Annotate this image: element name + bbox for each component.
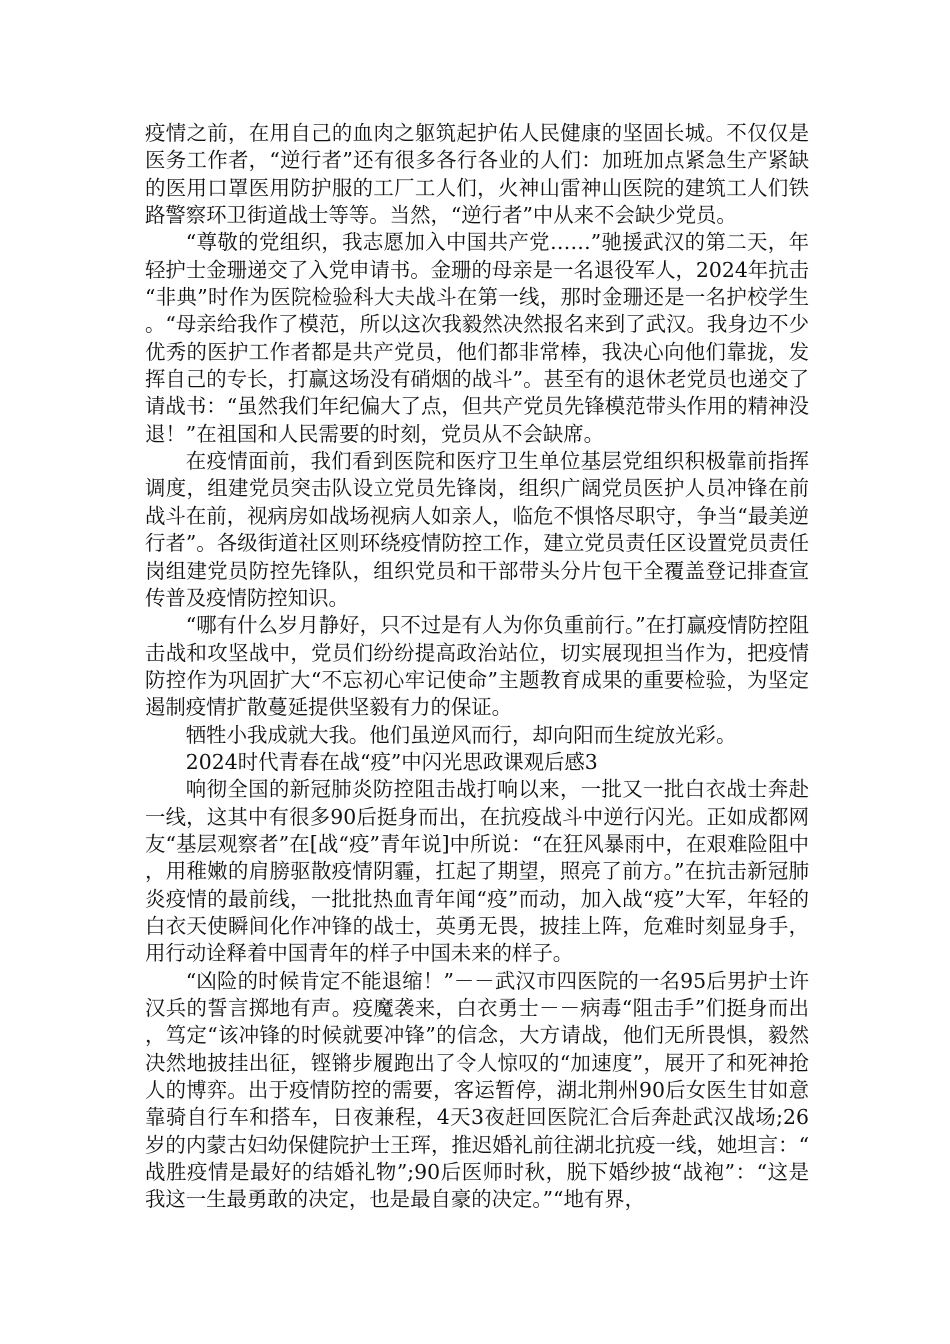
section-heading: 2024时代青春在战“疫”中闪光思政课观后感3 <box>185 749 598 774</box>
paragraph-1: 疫情之前，在用自己的血肉之躯筑起护佑人民健康的坚固长城。不仅仅是医务工作者，“逆行者”还有很多各行各业的人们：加班加点紧急生产紧缺的医用口罩医用防护服的工厂工人们，火神山雷神山医院的建筑工人们铁路警察环卫街道战士等等。当然，“逆行者”中从来不会缺少党员。 <box>145 121 809 228</box>
document-page <box>145 120 809 1214</box>
paragraph-2: “尊敬的党组织，我志愿加入中国共产党……”驰援武汉的第二天，年轻护士金珊递交了入党申请书。金珊的母亲是一名退役军人，2024年抗击“非典”时作为医院检验科大夫战斗在第一线，那时金珊还是一名护校学生。“母亲给我作了模范，所以这次我毅然决然报名来到了武汉。我身边不少优秀的医护工作者都是共产党员，他们都非常棒，我决心向他们靠拢，发挥自己的专长，打赢这场没有硝烟的战斗”。甚至有的退休老党员也递交了请战书：“虽然我们年纪偏大了点，但共产党员先锋模范带头作用的精神没退！”在祖国和人民需要的时刻，党员从不会缺席。 <box>145 230 809 446</box>
paragraph-5: 牺牲小我成就大我。他们虽逆风而行，却向阳而生绽放光彩。 <box>185 722 737 747</box>
paragraph-3: 在疫情面前，我们看到医院和医疗卫生单位基层党组织积极靠前指挥调度，组建党员突击队设立党员先锋岗，组织广阔党员医护人员冲锋在前战斗在前，视病房如战场视病人如亲人，临危不惧恪尽职守，争当“最美逆行者”。各级街道社区则环绕疫情防控工作，建立党员责任区设置党员责任岗组建党员防控先锋队，组织党员和干部带头分片包干全覆盖登记排查宣传普及疫情防控知识。 <box>145 449 809 610</box>
paragraph-7: 响彻全国的新冠肺炎防控阻击战打响以来，一批又一批白衣战士奔赴一线，这其中有很多90后挺身而出，在抗疫战斗中逆行闪光。正如成都网友“基层观察者”在[战“疫”青年说]中所说：“在狂风暴雨中，在艰难险阻中，用稚嫩的肩膀驱散疫情阴霾，扛起了期望，照亮了前方。”在抗击新冠肺炎疫情的最前线，一批批热血青年闻“疫”而动，加入战“疫”大军，年轻的白衣天使瞬间化作冲锋的战士，英勇无畏，披挂上阵，危难时刻显身手，用行动诠释着中国青年的样子中国未来的样子。 <box>145 777 809 966</box>
paragraph-4: “哪有什么岁月静好，只不过是有人为你负重前行。”在打赢疫情防控阻击战和攻坚战中，党员们纷纷提高政治站位，切实展现担当作为，把疫情防控作为巩固扩大“不忘初心牢记使命”主题教育成果的重要检验，为坚定遏制疫情扩散蔓延提供坚毅有力的保证。 <box>145 613 809 720</box>
paragraph-8: “凶险的时候肯定不能退缩！”－－武汉市四医院的一名95后男护士许汉兵的誓言掷地有声。疫魔袭来，白衣勇士－－病毒“阻击手”们挺身而出，笃定“该冲锋的时候就要冲锋”的信念，大方请战，他们无所畏惧，毅然决然地披挂出征，铿锵步履跑出了令人惊叹的“加速度”，展开了和死神抢人的博弈。出于疫情防控的需要，客运暂停，湖北荆州90后女医生甘如意靠骑自行车和搭车，日夜兼程，4天3夜赶回医院汇合后奔赴武汉战场;26岁的内蒙古妇幼保健院护士王珲，推迟婚礼前往湖北抗疫一线，她坦言：“战胜疫情是最好的结婚礼物”;90后医师时秋，脱下婚纱披“战袍”：“这是我这一生最勇敢的决定，也是最自豪的决定。”“地有界， <box>145 968 809 1212</box>
